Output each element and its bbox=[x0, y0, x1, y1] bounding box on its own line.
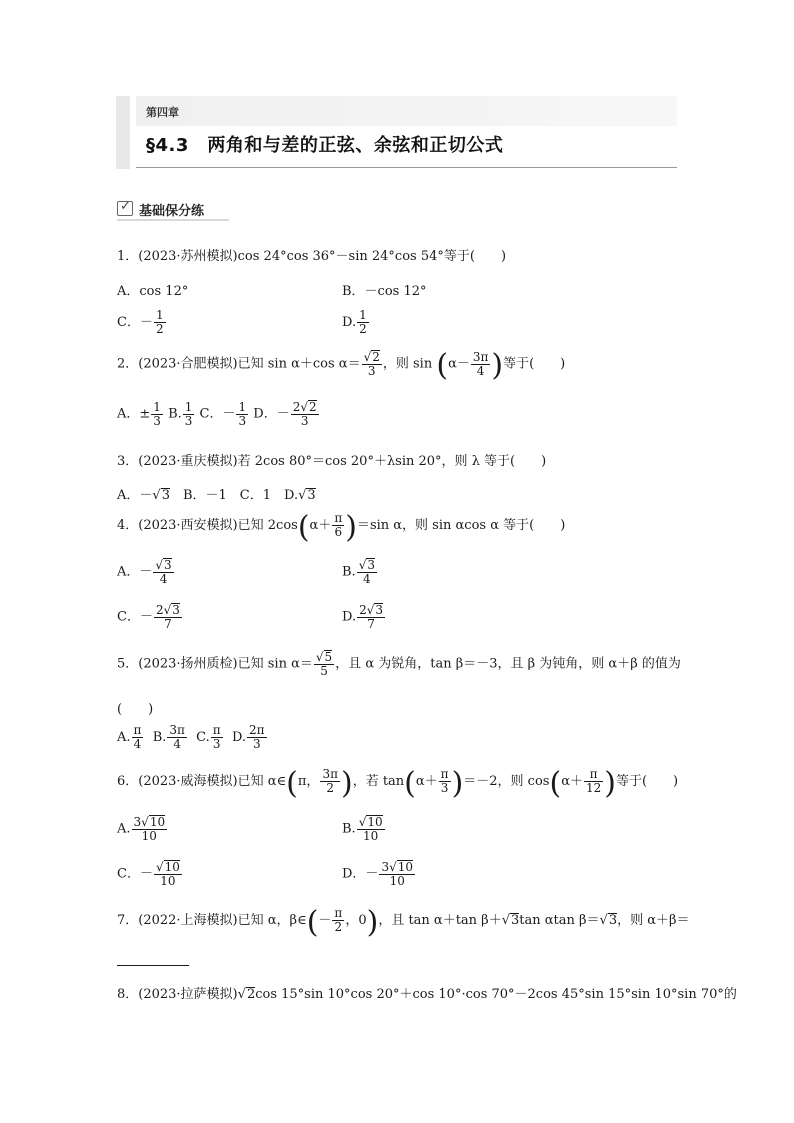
q6-option-d: D．－ $\frac{3√10}{10}$ bbox=[342, 860, 414, 888]
header-accent-bar bbox=[116, 96, 130, 169]
header-underline bbox=[136, 167, 677, 168]
question-2-stem: 2．(2023·合肥模拟)已知 sin α＋cos α＝ $\frac{√2}{3}$ ，则 sin (α－ $\frac{3\pi}{4}$ )等于( ) bbox=[117, 348, 566, 383]
check-mark-icon: ✓ bbox=[120, 199, 131, 214]
question-1-stem: 1．(2023·苏州模拟)cos 24°cos 36°－sin 24°cos 54°等于( ) bbox=[117, 249, 507, 264]
question-3-stem: 3．(2023·重庆模拟)若 2cos 80°＝cos 20°＋λsin 20°，则 λ 等于( ) bbox=[117, 454, 547, 469]
q4-option-b: B. $\frac{√3}{4}$ bbox=[342, 558, 375, 586]
q6-option-a: A. $\frac{3√10}{10}$ bbox=[117, 815, 166, 843]
question-5-stem: 5．(2023·扬州质检)已知 sin α＝ $\frac{√5}{5}$ ，且 α 为锐角，tan β＝－3，且 β 为钝角，则 α＋β 的值为 bbox=[117, 650, 681, 678]
q4-option-d: D. $\frac{2√3}{7}$ bbox=[342, 603, 384, 631]
chapter-header bbox=[116, 96, 677, 169]
q1-option-c: C．－ $\frac{1}{2}$ bbox=[117, 308, 164, 336]
question-8-stem: 8．(2023·拉萨模拟)√2cos 15°sin 10°cos 20°＋cos 10°·cos 70°－2cos 45°sin 15°sin 10°sin 70°的 bbox=[117, 987, 737, 1002]
q4-option-c: C．－ $\frac{2√3}{7}$ bbox=[117, 603, 180, 631]
chapter-label: 第四章 bbox=[146, 106, 179, 119]
page-title: §4.3 两角和与差的正弦、余弦和正切公式 bbox=[146, 135, 504, 156]
question-4-stem: 4．(2023·西安模拟)已知 2cos(α＋ $\frac{\pi}{6}$ )＝sin α，则 sin αcos α 等于( ) bbox=[117, 509, 566, 545]
q4-option-a: A．－ $\frac{√3}{4}$ bbox=[117, 558, 172, 586]
q5-answer-bracket: ( ) bbox=[117, 702, 154, 717]
section-underline bbox=[117, 219, 229, 221]
q1-option-d: D. $\frac{1}{2}$ bbox=[342, 308, 367, 336]
question-6-stem: 6．(2023·威海模拟)已知 α∈(π， $\frac{3\pi}{2}$ )，若 tan(α＋ $\frac{\pi}{3}$ )＝－2，则 cos(α＋ $\frac{\pi}{12}$ )等于( ) bbox=[117, 765, 679, 801]
section-heading bbox=[117, 198, 229, 220]
q1-option-b: B．－cos 12° bbox=[342, 284, 427, 299]
q2-options: A．± $\frac{1}{3}$ B. $\frac{1}{3}$ C．－ $\frac{1}{3}$ D．－ $\frac{2√2}{3}$ bbox=[117, 399, 317, 428]
q6-option-c: C．－ $\frac{√10}{10}$ bbox=[117, 860, 180, 888]
section-label: 基础保分练 bbox=[139, 204, 205, 219]
q6-option-b: B. $\frac{√10}{10}$ bbox=[342, 815, 383, 843]
q1-option-a: A．cos 12° bbox=[117, 284, 189, 299]
q5-options: A. $\frac{\pi}{4}$ B. $\frac{3\pi}{4}$ C. $\frac{\pi}{3}$ D. $\frac{2\pi}{3}$ bbox=[117, 723, 265, 751]
question-7-stem: 7．(2022·上海模拟)已知 α，β∈(－ $\frac{\pi}{2}$ ，0)，且 tan α＋tan β＋√3tan αtan β＝√3，则 α＋β＝ bbox=[117, 904, 690, 940]
q3-options: A．－√3 B．－1 C．1 D.√3 bbox=[117, 488, 316, 503]
header-band bbox=[136, 96, 677, 126]
q7-answer-blank bbox=[117, 965, 189, 966]
